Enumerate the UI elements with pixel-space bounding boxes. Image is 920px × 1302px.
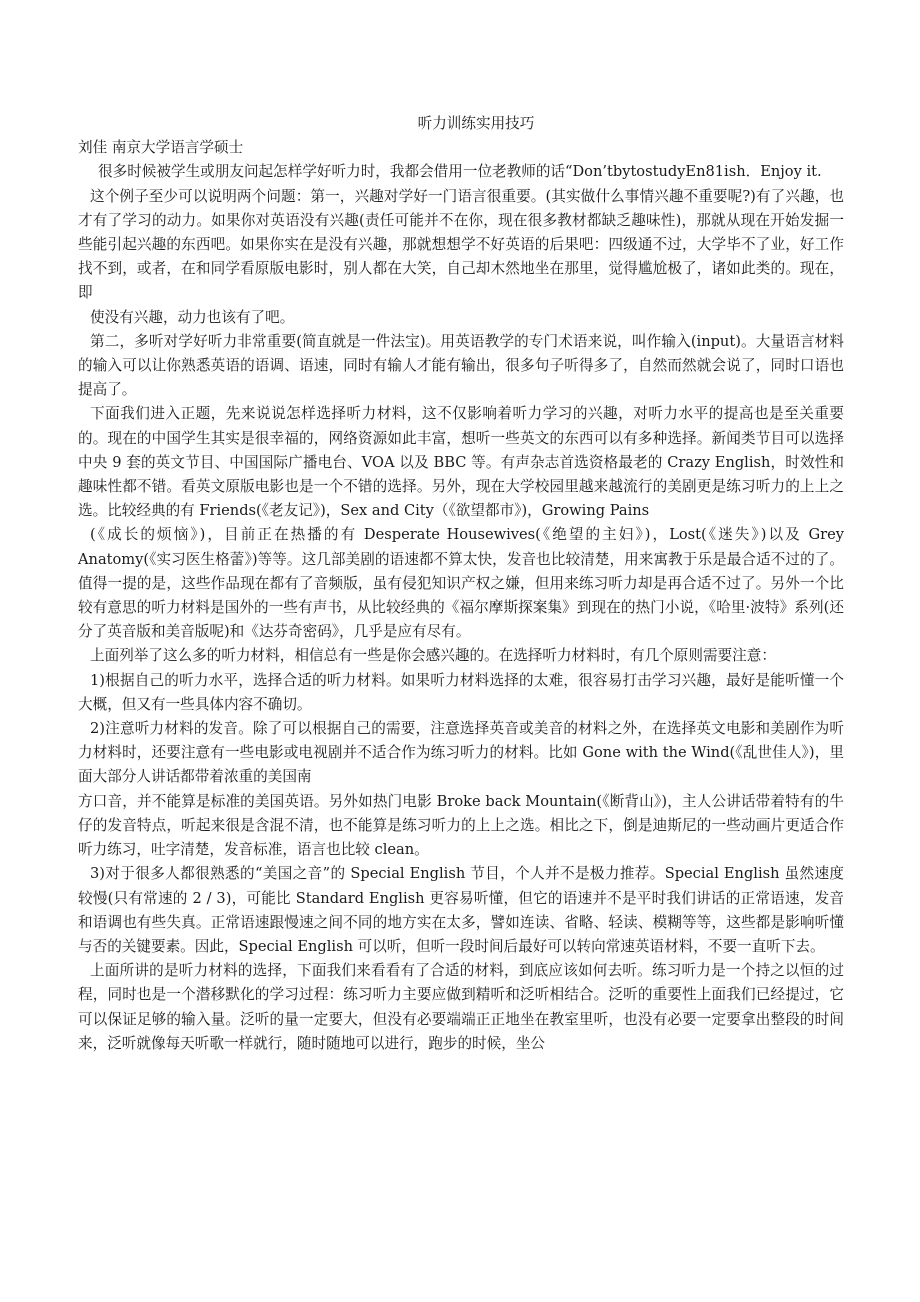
author-line: 刘佳 南京大学语言学硕士 [78,139,244,157]
paragraph: 这个例子至少可以说明两个问题：第一，兴趣对学好一门语言很重要。(其实做什么事情兴趣不重要呢?)有了兴趣，也才有了学习的动力。如果你对英语没有兴趣(责任可能并不在你，现在很多教材都缺乏趣味性)，那就从现在开始发掘一些能引起兴趣的东西吧。如果你实在是没有兴趣，那就想想学不好英语的后果吧：四级通不过，大学毕不了业，好工作找不到，或者，在和同学看原版电影时，别人都在大笑，自己却木然地坐在那里，觉得尴尬极了，诸如此类的。现在，即 [78,187,844,302]
paragraph: 下面我们进入正题，先来说说怎样选择听力材料，这不仅影响着听力学习的兴趣，对听力水平的提高也是至关重要的。现在的中国学生其实是很幸福的，网络资源如此丰富，想听一些英文的东西可以有多种选择。新闻类节目可以选择中央 9 套的英文节目、中国国际广播电台、VOA 以及 BBC 等。有声杂志首选资格最老的 Crazy English，时效性和趣味性都不错。看英文原版电影也是一个不错的选择。另外，现在大学校园里越来越流行的美剧更是练习听力的上上之选。比较经典的有 Friends(《老友记》)，Sex and City（《欲望都市》)，Growing Pains [78,405,844,520]
paragraph: 2)注意听力材料的发音。除了可以根据自己的需要，注意选择英音或美音的材料之外，在选择英文电影和美剧作为听力材料时，还要注意有一些电影或电视剧并不适合作为练习听力的材料。比如 Gone with the Wind(《乱世佳人》)，里面大部分人讲话都带着浓重的美国南 [78,720,844,786]
paragraph: 1)根据自己的听力水平，选择合适的听力材料。如果听力材料选择的太难，很容易打击学习兴趣，最好是能听懂一个大概，但又有一些具体内容不确切。 [78,671,844,713]
paragraph: 很多时候被学生或朋友问起怎样学好听力时，我都会借用一位老教师的话“Don’tbytostudyEn81ish．Enjoy it. [98,163,822,181]
paragraph: 使没有兴趣，动力也该有了吧。 [90,308,295,326]
paragraph: 上面列举了这么多的听力材料，相信总有一些是你会感兴趣的。在选择听力材料时，有几个原则需要注意： [90,647,776,665]
paragraph: 3)对于很多人都很熟悉的“美国之音”的 Special English 节目，个人并不是极力推荐。Special English 虽然速度较慢(只有常速的 2 / 3)，可能比 Standard English 更容易听懂，但它的语速并不是平时我们讲话的正常语速，发音和语调也有些失真。正常语速跟慢速之间不同的地方实在太多，譬如连读、省略、轻读、模糊等等，这些都是影响听懂与否的关键要素。因此，Special English 可以听，但听一段时间后最好可以转向常速英语材料，不要一直听下去。 [78,865,844,955]
paragraph: 方口音，并不能算是标准的美国英语。另外如热门电影 Broke back Mountain(《断背山》)，主人公讲话带着特有的牛仔的发音特点，听起来很是含混不清，也不能算是练习听力的上上之选。相比之下，倒是迪斯尼的一些动画片更适合作听力练习，吐字清楚，发音标准，语言也比较 clean。 [78,792,844,859]
document-page [78,112,844,1056]
paragraph: 第二，多听对学好听力非常重要(简直就是一件法宝)。用英语教学的专门术语来说，叫作输入(input)。大量语言材料的输入可以让你熟悉英语的语调、语速，同时有输人才能有输出，很多句子听得多了，自然而然就会说了，同时口语也提高了。 [78,332,844,399]
paragraph: (《成长的烦恼》)，目前正在热播的有 Desperate Housewives(《绝望的主妇》)，Lost(《迷失》)以及 Grey Anatomy(《实习医生格蕾》)等等。这几部美剧的语速都不算太快，发音也比较清楚，用来寓教于乐是最合适不过的了。值得一提的是，这些作品现在都有了音频版，虽有侵犯知识产权之嫌，但用来练习听力却是再合适不过了。另外一个比较有意思的听力材料是国外的一些有声书，从比较经典的《福尔摩斯探案集》到现在的热门小说，《哈里·波特》系列(还分了英音版和美音版呢)和《达芬奇密码》，几乎是应有尽有。 [78,526,844,641]
document-title: 听力训练实用技巧 [417,115,535,132]
paragraph: 上面所讲的是听力材料的选择，下面我们来看看有了合适的材料，到底应该如何去听。练习听力是一个持之以恒的过程，同时也是一个潜移默化的学习过程：练习听力主要应做到精听和泛听相结合。泛听的重要性上面我们已经提过，它可以保证足够的输入量。泛听的量一定要大，但没有必要端端正正地坐在教室里听，也没有必要一定要拿出整段的时间来，泛听就像每天听歌一样就行，随时随地可以进行，跑步的时候，坐公 [78,962,844,1052]
